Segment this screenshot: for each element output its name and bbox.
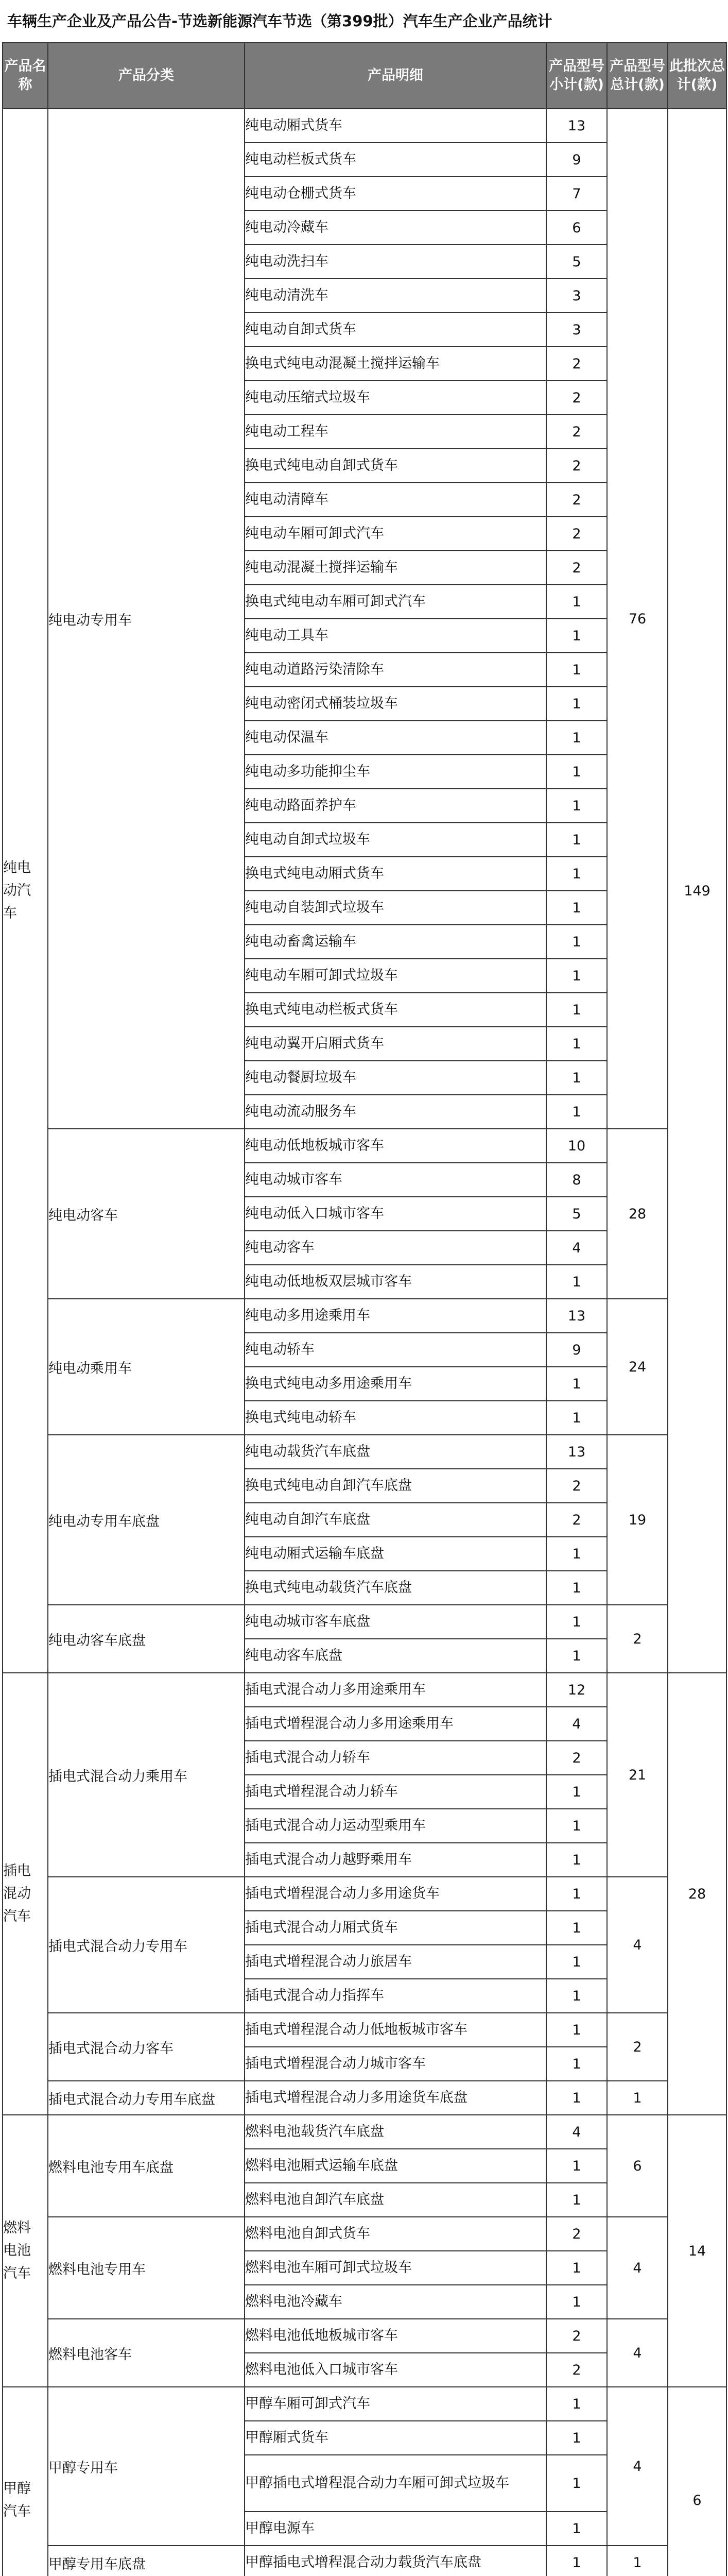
item-name: 纯电动载货汽车底盘 bbox=[245, 1435, 546, 1469]
item-name: 纯电动压缩式垃圾车 bbox=[245, 381, 546, 415]
group-total: 14 bbox=[668, 2115, 726, 2387]
item-name: 纯电动多功能抑尘车 bbox=[245, 755, 546, 789]
item-name: 纯电动城市客车 bbox=[245, 1163, 546, 1197]
item-count: 1 bbox=[546, 2285, 607, 2319]
item-name: 插电式混合动力越野乘用车 bbox=[245, 1843, 546, 1877]
item-name: 甲醇厢式货车 bbox=[245, 2421, 546, 2455]
table-row bbox=[3, 1877, 726, 1911]
item-count: 1 bbox=[546, 1367, 607, 1401]
item-name: 纯电动路面养护车 bbox=[245, 789, 546, 823]
item-count: 1 bbox=[546, 2183, 607, 2217]
item-name: 插电式增程混合动力旅居车 bbox=[245, 1945, 546, 1979]
item-name: 插电式增程混合动力城市客车 bbox=[245, 2047, 546, 2081]
item-name: 燃料电池低入口城市客车 bbox=[245, 2353, 546, 2387]
category-name: 插电式混合动力客车 bbox=[48, 2013, 245, 2081]
header-product-name: 产品名称 bbox=[3, 43, 48, 109]
item-name: 插电式混合动力多用途乘用车 bbox=[245, 1673, 546, 1707]
item-count: 2 bbox=[546, 347, 607, 381]
item-count: 1 bbox=[546, 1401, 607, 1435]
item-name: 纯电动低地板双层城市客车 bbox=[245, 1265, 546, 1299]
item-name: 插电式混合动力厢式货车 bbox=[245, 1911, 546, 1945]
category-total: 76 bbox=[607, 109, 668, 1129]
item-name: 插电式增程混合动力轿车 bbox=[245, 1775, 546, 1809]
item-count: 1 bbox=[546, 2047, 607, 2081]
item-name: 纯电动自卸式垃圾车 bbox=[245, 823, 546, 857]
item-name: 纯电动轿车 bbox=[245, 1333, 546, 1367]
item-name: 燃料电池车厢可卸式垃圾车 bbox=[245, 2251, 546, 2285]
item-count: 2 bbox=[546, 1503, 607, 1537]
table-row bbox=[3, 2546, 726, 2576]
item-count: 1 bbox=[546, 755, 607, 789]
item-name: 甲醇车厢可卸式汽车 bbox=[245, 2387, 546, 2421]
category-total: 21 bbox=[607, 1673, 668, 1877]
table-row bbox=[3, 1673, 726, 1707]
item-name: 插电式混合动力轿车 bbox=[245, 1741, 546, 1775]
category-total: 4 bbox=[607, 2319, 668, 2387]
category-total: 28 bbox=[607, 1129, 668, 1299]
header-category: 产品分类 bbox=[48, 43, 245, 109]
item-count: 1 bbox=[546, 2251, 607, 2285]
item-name: 纯电动多用途乘用车 bbox=[245, 1299, 546, 1333]
item-count: 13 bbox=[546, 109, 607, 143]
table-row bbox=[3, 1605, 726, 1639]
group-total: 28 bbox=[668, 1673, 726, 2115]
category-total: 4 bbox=[607, 2217, 668, 2319]
item-name: 燃料电池自卸式货车 bbox=[245, 2217, 546, 2251]
category-name: 插电式混合动力专用车 bbox=[48, 1877, 245, 2013]
item-name: 纯电动混凝土搅拌运输车 bbox=[245, 551, 546, 585]
item-name: 纯电动仓栅式货车 bbox=[245, 177, 546, 211]
category-name: 插电式混合动力乘用车 bbox=[48, 1673, 245, 1877]
item-count: 9 bbox=[546, 1333, 607, 1367]
table-row bbox=[3, 1299, 726, 1333]
item-count: 4 bbox=[546, 1231, 607, 1265]
item-count: 2 bbox=[546, 415, 607, 449]
header-row bbox=[3, 43, 726, 109]
item-name: 换电式纯电动车厢可卸式汽车 bbox=[245, 585, 546, 619]
item-name: 甲醇插电式增程混合动力载货汽车底盘 bbox=[245, 2546, 546, 2576]
item-count: 2 bbox=[546, 2319, 607, 2353]
category-total: 1 bbox=[607, 2081, 668, 2115]
item-name: 换电式纯电动厢式货车 bbox=[245, 857, 546, 891]
item-count: 2 bbox=[546, 551, 607, 585]
item-count: 2 bbox=[546, 1469, 607, 1503]
category-name: 燃料电池客车 bbox=[48, 2319, 245, 2387]
item-name: 插电式增程混合动力多用途乘用车 bbox=[245, 1707, 546, 1741]
item-count: 1 bbox=[546, 1775, 607, 1809]
item-name: 甲醇电源车 bbox=[245, 2512, 546, 2546]
table-row bbox=[3, 109, 726, 143]
category-name: 甲醇专用车 bbox=[48, 2387, 245, 2546]
item-name: 甲醇插电式增程混合动力车厢可卸式垃圾车 bbox=[245, 2455, 546, 2512]
item-name: 燃料电池低地板城市客车 bbox=[245, 2319, 546, 2353]
header-item-count: 产品型号小计(款) bbox=[546, 43, 607, 109]
item-name: 换电式纯电动栏板式货车 bbox=[245, 993, 546, 1027]
item-count: 6 bbox=[546, 211, 607, 245]
category-name: 甲醇专用车底盘 bbox=[48, 2546, 245, 2576]
item-count: 10 bbox=[546, 1129, 607, 1163]
item-name: 纯电动客车 bbox=[245, 1231, 546, 1265]
item-name: 纯电动城市客车底盘 bbox=[245, 1605, 546, 1639]
item-count: 2 bbox=[546, 449, 607, 483]
item-name: 纯电动冷藏车 bbox=[245, 211, 546, 245]
category-name: 纯电动客车底盘 bbox=[48, 1605, 245, 1673]
category-total: 1 bbox=[607, 2546, 668, 2576]
item-name: 插电式增程混合动力低地板城市客车 bbox=[245, 2013, 546, 2047]
item-count: 1 bbox=[546, 2149, 607, 2183]
item-name: 插电式增程混合动力多用途货车底盘 bbox=[245, 2081, 546, 2115]
item-count: 1 bbox=[546, 1605, 607, 1639]
item-count: 1 bbox=[546, 1945, 607, 1979]
item-count: 1 bbox=[546, 993, 607, 1027]
table-row bbox=[3, 2115, 726, 2149]
item-count: 1 bbox=[546, 1265, 607, 1299]
item-count: 1 bbox=[546, 1843, 607, 1877]
item-count: 1 bbox=[546, 1877, 607, 1911]
table-row bbox=[3, 2081, 726, 2115]
item-count: 1 bbox=[546, 857, 607, 891]
category-total: 19 bbox=[607, 1435, 668, 1605]
item-count: 1 bbox=[546, 1911, 607, 1945]
item-count: 1 bbox=[546, 2455, 607, 2512]
item-name: 纯电动工程车 bbox=[245, 415, 546, 449]
category-name: 纯电动专用车 bbox=[48, 109, 245, 1129]
item-count: 4 bbox=[546, 1707, 607, 1741]
item-count: 1 bbox=[546, 2512, 607, 2546]
item-count: 5 bbox=[546, 245, 607, 279]
item-count: 3 bbox=[546, 313, 607, 347]
category-total: 24 bbox=[607, 1299, 668, 1435]
item-name: 纯电动工具车 bbox=[245, 619, 546, 653]
category-total: 2 bbox=[607, 2013, 668, 2081]
product-stats-table bbox=[2, 42, 727, 2576]
item-count: 1 bbox=[546, 1809, 607, 1843]
group-name: 纯电 动汽 车 bbox=[3, 109, 48, 1673]
table-row bbox=[3, 2217, 726, 2251]
header-category-total: 产品型号总计(款) bbox=[607, 43, 668, 109]
item-name: 换电式纯电动自卸式货车 bbox=[245, 449, 546, 483]
item-name: 纯电动畜禽运输车 bbox=[245, 925, 546, 959]
category-name: 燃料电池专用车底盘 bbox=[48, 2115, 245, 2217]
item-name: 纯电动自卸式货车 bbox=[245, 313, 546, 347]
item-name: 纯电动客车底盘 bbox=[245, 1639, 546, 1673]
table-row bbox=[3, 2319, 726, 2353]
category-name: 插电式混合动力专用车底盘 bbox=[48, 2081, 245, 2115]
item-count: 1 bbox=[546, 619, 607, 653]
item-name: 纯电动清障车 bbox=[245, 483, 546, 517]
table-row bbox=[3, 1129, 726, 1163]
item-count: 1 bbox=[546, 687, 607, 721]
header-batch-total: 此批次总计(款) bbox=[668, 43, 726, 109]
item-name: 纯电动自卸汽车底盘 bbox=[245, 1503, 546, 1537]
item-count: 1 bbox=[546, 653, 607, 687]
item-count: 1 bbox=[546, 1061, 607, 1095]
item-count: 13 bbox=[546, 1299, 607, 1333]
item-name: 换电式纯电动轿车 bbox=[245, 1401, 546, 1435]
item-count: 1 bbox=[546, 2081, 607, 2115]
item-name: 插电式增程混合动力多用途货车 bbox=[245, 1877, 546, 1911]
group-name: 燃料 电池 汽车 bbox=[3, 2115, 48, 2387]
item-name: 纯电动自装卸式垃圾车 bbox=[245, 891, 546, 925]
item-count: 2 bbox=[546, 2353, 607, 2387]
item-name: 换电式纯电动多用途乘用车 bbox=[245, 1367, 546, 1401]
item-name: 纯电动清洗车 bbox=[245, 279, 546, 313]
item-count: 1 bbox=[546, 1639, 607, 1673]
item-count: 2 bbox=[546, 517, 607, 551]
item-name: 纯电动餐厨垃圾车 bbox=[245, 1061, 546, 1095]
item-count: 5 bbox=[546, 1197, 607, 1231]
item-name: 纯电动厢式货车 bbox=[245, 109, 546, 143]
item-name: 纯电动低地板城市客车 bbox=[245, 1129, 546, 1163]
category-name: 燃料电池专用车 bbox=[48, 2217, 245, 2319]
item-count: 9 bbox=[546, 143, 607, 177]
item-count: 1 bbox=[546, 1571, 607, 1605]
category-total: 2 bbox=[607, 1605, 668, 1673]
item-name: 纯电动厢式运输车底盘 bbox=[245, 1537, 546, 1571]
header-item: 产品明细 bbox=[245, 43, 546, 109]
category-name: 纯电动客车 bbox=[48, 1129, 245, 1299]
group-total: 149 bbox=[668, 109, 726, 1673]
category-total: 4 bbox=[607, 1877, 668, 2013]
item-count: 12 bbox=[546, 1673, 607, 1707]
item-count: 1 bbox=[546, 721, 607, 755]
item-name: 换电式纯电动自卸汽车底盘 bbox=[245, 1469, 546, 1503]
page-title: 车辆生产企业及产品公告-节选新能源汽车节选（第399批）汽车生产企业产品统计 bbox=[7, 12, 552, 30]
category-total: 4 bbox=[607, 2387, 668, 2546]
item-name: 燃料电池冷藏车 bbox=[245, 2285, 546, 2319]
item-count: 1 bbox=[546, 925, 607, 959]
item-name: 燃料电池载货汽车底盘 bbox=[245, 2115, 546, 2149]
item-count: 1 bbox=[546, 585, 607, 619]
item-count: 1 bbox=[546, 2387, 607, 2421]
item-name: 纯电动洗扫车 bbox=[245, 245, 546, 279]
item-count: 1 bbox=[546, 823, 607, 857]
item-name: 燃料电池自卸汽车底盘 bbox=[245, 2183, 546, 2217]
item-count: 1 bbox=[546, 2421, 607, 2455]
table-row bbox=[3, 2387, 726, 2421]
item-count: 1 bbox=[546, 789, 607, 823]
item-count: 2 bbox=[546, 1741, 607, 1775]
item-name: 换电式纯电动混凝土搅拌运输车 bbox=[245, 347, 546, 381]
item-count: 1 bbox=[546, 1537, 607, 1571]
item-count: 4 bbox=[546, 2115, 607, 2149]
item-name: 纯电动低入口城市客车 bbox=[245, 1197, 546, 1231]
item-count: 1 bbox=[546, 1095, 607, 1129]
item-name: 纯电动栏板式货车 bbox=[245, 143, 546, 177]
item-count: 2 bbox=[546, 483, 607, 517]
item-name: 纯电动翼开启厢式货车 bbox=[245, 1027, 546, 1061]
item-name: 纯电动保温车 bbox=[245, 721, 546, 755]
item-count: 1 bbox=[546, 891, 607, 925]
table-row bbox=[3, 2013, 726, 2047]
item-count: 7 bbox=[546, 177, 607, 211]
item-count: 13 bbox=[546, 1435, 607, 1469]
item-name: 换电式纯电动载货汽车底盘 bbox=[245, 1571, 546, 1605]
item-name: 纯电动密闭式桶装垃圾车 bbox=[245, 687, 546, 721]
item-name: 纯电动道路污染清除车 bbox=[245, 653, 546, 687]
table-body bbox=[3, 109, 726, 2576]
item-name: 纯电动车厢可卸式垃圾车 bbox=[245, 959, 546, 993]
item-count: 2 bbox=[546, 2217, 607, 2251]
item-count: 1 bbox=[546, 959, 607, 993]
group-name: 插电 混动 汽车 bbox=[3, 1673, 48, 2115]
item-count: 1 bbox=[546, 2546, 607, 2576]
table-row bbox=[3, 1435, 726, 1469]
item-count: 3 bbox=[546, 279, 607, 313]
category-total: 6 bbox=[607, 2115, 668, 2217]
category-name: 纯电动专用车底盘 bbox=[48, 1435, 245, 1605]
item-name: 插电式混合动力指挥车 bbox=[245, 1979, 546, 2013]
category-name: 纯电动乘用车 bbox=[48, 1299, 245, 1435]
item-name: 纯电动流动服务车 bbox=[245, 1095, 546, 1129]
item-count: 8 bbox=[546, 1163, 607, 1197]
item-name: 燃料电池厢式运输车底盘 bbox=[245, 2149, 546, 2183]
item-name: 纯电动车厢可卸式汽车 bbox=[245, 517, 546, 551]
item-name: 插电式混合动力运动型乘用车 bbox=[245, 1809, 546, 1843]
item-count: 1 bbox=[546, 1027, 607, 1061]
item-count: 1 bbox=[546, 2013, 607, 2047]
group-name: 甲醇 汽车 bbox=[3, 2387, 48, 2576]
item-count: 2 bbox=[546, 381, 607, 415]
group-total: 6 bbox=[668, 2387, 726, 2576]
item-count: 1 bbox=[546, 1979, 607, 2013]
